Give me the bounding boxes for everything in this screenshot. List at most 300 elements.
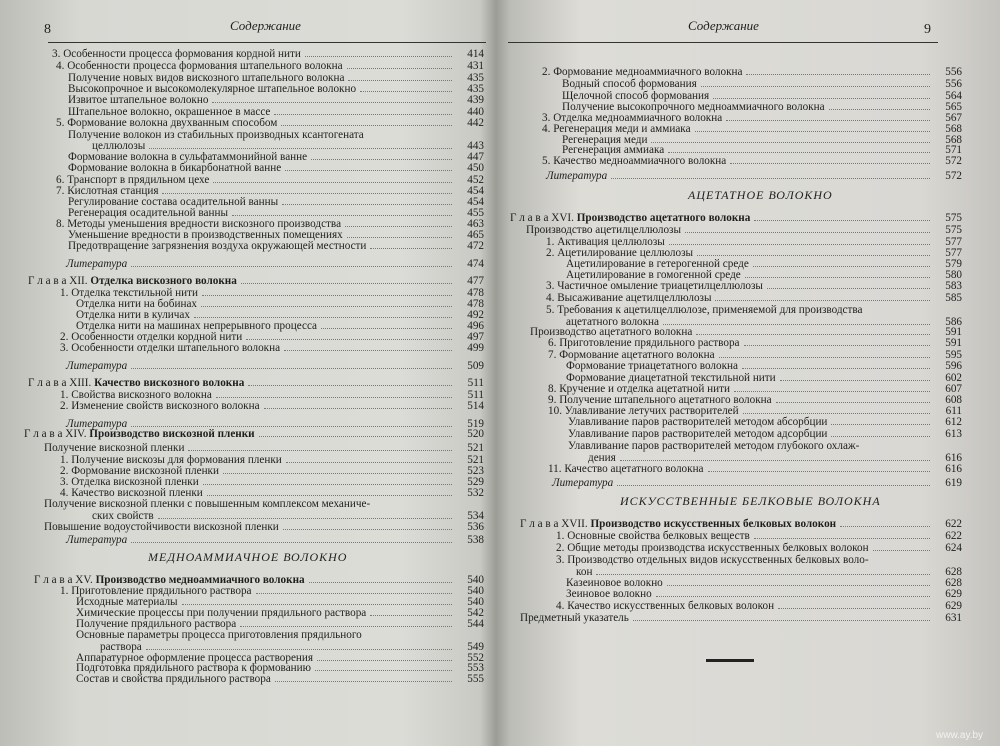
toc-entry-title: 3. Частичное омыление триацетилцеллюлозы <box>546 280 763 292</box>
toc-entry-page: 532 <box>467 487 484 499</box>
toc-entry-page: 571 <box>945 144 962 156</box>
toc-entry-title: Регенерация осадительной ванны <box>68 207 228 219</box>
dot-leader <box>656 596 930 597</box>
toc-entry-title: 5. Требования к ацетилцеллюлозе, применяемой для производства <box>546 304 863 316</box>
toc-entry-page: 568 <box>945 134 962 146</box>
toc-literature-row[interactable] <box>0 360 490 372</box>
toc-entry-title: Химические процессы при получении прядильного раствора <box>76 607 367 619</box>
dot-leader <box>131 542 452 543</box>
toc-entry-page: 542 <box>467 607 484 619</box>
toc-entry-page: 631 <box>945 612 962 624</box>
dot-leader <box>730 163 930 164</box>
toc-entry-title: Подготовка прядильного раствора к формованию <box>76 662 311 674</box>
dot-leader <box>283 529 452 530</box>
dot-leader <box>284 350 452 351</box>
toc-entry-title: Основные параметры процесса приготовления прядильного <box>76 629 362 641</box>
dot-leader <box>131 426 452 427</box>
toc-entry-page: 452 <box>467 174 484 186</box>
toc-entry-page: 540 <box>467 585 484 597</box>
toc-entry-title: Предметный указатель <box>520 612 629 624</box>
toc-entry-title: 1. Получение вискозы для формования пленки <box>60 454 282 466</box>
dot-leader <box>617 485 930 486</box>
toc-entry-title: 6. Транспорт в прядильном цехе <box>56 174 210 186</box>
dot-leader <box>194 317 452 318</box>
toc-entry-page: 442 <box>467 117 484 129</box>
toc-chapter-row[interactable] <box>500 212 970 224</box>
toc-entry-title: Ацетилирование в гетерогенной среде <box>566 258 749 270</box>
toc-entry-title: ских свойств <box>92 510 154 522</box>
dot-leader <box>275 681 452 682</box>
toc-entry-page: 435 <box>467 72 484 84</box>
toc-entry-title: Отделка нити в куличах <box>76 309 190 321</box>
toc-entry-title: 6. Приготовление прядильного раствора <box>548 337 740 349</box>
toc-row[interactable] <box>0 60 490 72</box>
toc-entry-page: 521 <box>467 454 484 466</box>
toc-entry-page: 497 <box>467 331 484 343</box>
toc-entry-title: Г л а в а XIV. Производство вискозной пленки <box>24 428 255 440</box>
toc-entry-page: 544 <box>467 618 484 630</box>
toc-entry-page: 536 <box>467 521 484 533</box>
toc-entry-title: Литература <box>66 418 128 430</box>
dot-leader <box>669 244 930 245</box>
dot-leader <box>317 660 452 661</box>
toc-row[interactable] <box>500 304 970 316</box>
toc-entry-title: Г л а в а XII. Отделка вискозного волокна <box>28 275 237 287</box>
toc-row[interactable] <box>500 292 970 304</box>
toc-entry-title: раствора <box>100 641 142 653</box>
toc-entry-title: 2. Изменение свойств вискозного волокна <box>60 400 260 412</box>
dot-leader <box>315 670 452 671</box>
toc-entry-title: Отделка нити на машинах непрерывного процесса <box>76 320 318 332</box>
toc-row[interactable] <box>0 442 490 454</box>
toc-entry-page: 509 <box>467 360 484 372</box>
toc-entry-title: Водный способ формования <box>562 78 697 90</box>
toc-row[interactable] <box>500 463 970 475</box>
dot-leader <box>216 397 452 398</box>
dot-leader <box>360 91 452 92</box>
left-page-number: 8 <box>44 22 51 37</box>
dot-leader <box>131 368 452 369</box>
toc-entry-page: 540 <box>467 596 484 608</box>
dot-leader <box>744 345 930 346</box>
toc-entry-title: ацетатного волокна <box>566 316 660 328</box>
dot-leader <box>240 626 452 627</box>
dot-leader <box>715 300 930 301</box>
dot-leader <box>162 193 452 194</box>
dot-leader <box>696 334 930 335</box>
toc-entry-title: Зеиновое волокно <box>566 588 652 600</box>
toc-entry-page: 431 <box>467 60 484 72</box>
dot-leader <box>305 56 452 57</box>
toc-row[interactable] <box>500 612 970 624</box>
dot-leader <box>611 178 930 179</box>
toc-entry-page: 538 <box>467 534 484 546</box>
toc-entry-title: Щелочной способ формования <box>562 90 710 102</box>
toc-entry-title: Литература <box>66 534 128 546</box>
toc-entry-page: 529 <box>467 476 484 488</box>
toc-entry-title: 2. Особенности отделки кордной нити <box>60 331 243 343</box>
toc-entry-title: 4. Особенности процесса формования штапельного волокна <box>56 60 343 72</box>
toc-entry-page: 450 <box>467 162 484 174</box>
dot-leader <box>695 131 930 132</box>
toc-row[interactable] <box>0 400 490 412</box>
toc-entry-page: 575 <box>945 224 962 236</box>
toc-entry-page: 465 <box>467 229 484 241</box>
dot-leader <box>778 608 930 609</box>
toc-entry-page: 629 <box>945 588 962 600</box>
toc-row[interactable] <box>0 240 490 252</box>
toc-row[interactable] <box>0 498 490 510</box>
toc-entry-title: 4. Высаживание ацетилцеллюлозы <box>546 292 712 304</box>
toc-entry-page: 595 <box>945 349 962 361</box>
toc-entry-title: Литература <box>552 477 614 489</box>
toc-chapter-row[interactable] <box>0 428 490 440</box>
toc-entry-page: 628 <box>945 577 962 589</box>
toc-row[interactable] <box>500 600 970 612</box>
toc-row[interactable] <box>500 66 970 78</box>
dot-leader <box>264 408 452 409</box>
dot-leader <box>633 620 930 621</box>
dot-leader <box>203 484 452 485</box>
toc-entry-title: Казеиновое волокно <box>566 577 663 589</box>
dot-leader <box>697 255 930 256</box>
toc-entry-title: 9. Получение штапельного ацетатного волокна <box>548 394 772 406</box>
toc-row[interactable] <box>500 337 970 349</box>
toc-entry-title: Г л а в а XVI. Производство ацетатного волокна <box>510 212 751 224</box>
dot-leader <box>620 460 930 461</box>
toc-entry-page: 607 <box>945 383 962 395</box>
toc-entry-page: 591 <box>945 326 962 338</box>
toc-entry-page: 474 <box>467 258 484 270</box>
toc-entry-title: 2. Формование вискозной пленки <box>60 465 219 477</box>
toc-entry-page: 414 <box>467 48 484 60</box>
toc-entry-page: 492 <box>467 309 484 321</box>
dot-leader <box>282 204 452 205</box>
toc-entry-page: 564 <box>945 90 962 102</box>
toc-row[interactable] <box>500 542 970 554</box>
toc-entry-title: Извитое штапельное волокно <box>68 94 209 106</box>
toc-row[interactable] <box>500 360 970 372</box>
toc-entry-title: 2. Ацетилирование целлюлозы <box>546 247 693 259</box>
toc-entry-title: 1. Свойства вискозного волокна <box>60 389 212 401</box>
right-header-rule <box>508 42 938 43</box>
toc-chapter-row[interactable] <box>500 518 970 530</box>
toc-entry-title: Получение прядильного раствора <box>76 618 237 630</box>
toc-entry-title: Литература <box>66 258 128 270</box>
toc-entry-title: целлюлозы <box>92 140 146 152</box>
toc-entry-title: 7. Формование ацетатного волокна <box>548 349 715 361</box>
dot-leader <box>754 220 930 221</box>
dot-leader <box>713 98 930 99</box>
dot-leader <box>742 368 930 369</box>
toc-row[interactable] <box>0 48 490 60</box>
toc-row[interactable] <box>500 588 970 600</box>
left-running-head: Содержание <box>230 18 301 33</box>
toc-entry-title: Исходные материалы <box>76 596 178 608</box>
toc-row[interactable] <box>0 94 490 106</box>
toc-entry-page: 435 <box>467 83 484 95</box>
dot-leader <box>708 471 930 472</box>
toc-entry-title: 8. Методы уменьшения вредности вискозного производства <box>56 218 342 230</box>
toc-row[interactable] <box>0 521 490 533</box>
left-page <box>0 0 490 746</box>
toc-entry-page: 572 <box>945 155 962 167</box>
dot-leader <box>685 232 930 233</box>
toc-entry-title: 10. Улавливание летучих растворителей <box>548 405 739 417</box>
dot-leader <box>158 518 452 519</box>
toc-entry-page: 511 <box>467 389 484 401</box>
dot-leader <box>767 288 930 289</box>
toc-row[interactable] <box>500 554 970 566</box>
toc-entry-page: 628 <box>945 566 962 578</box>
toc-literature-row[interactable] <box>500 477 970 489</box>
toc-entry-page: 556 <box>945 78 962 90</box>
toc-entry-page: 596 <box>945 360 962 372</box>
dot-leader <box>246 339 452 340</box>
toc-entry-page: 591 <box>945 337 962 349</box>
toc-entry-page: 624 <box>945 542 962 554</box>
toc-entry-page: 622 <box>945 530 962 542</box>
toc-entry-page: 454 <box>467 196 484 208</box>
dot-leader <box>281 125 452 126</box>
dot-leader <box>596 574 930 575</box>
toc-entry-page: 619 <box>945 477 962 489</box>
toc-entry-title: Высокопрочное и высокомолекулярное штапельное волокно <box>68 83 357 95</box>
toc-entry-page: 556 <box>945 66 962 78</box>
watermark: www.ay.by <box>936 730 984 741</box>
dot-leader <box>311 159 452 160</box>
toc-entry-title: Регенерация аммиака <box>562 144 665 156</box>
toc-entry-page: 478 <box>467 287 484 299</box>
toc-entry-title: Производство ацетатного волокна <box>530 326 693 338</box>
toc-row[interactable] <box>0 342 490 354</box>
right-page-number: 9 <box>924 22 931 37</box>
section-heading: АЦЕТАТНОЕ ВОЛОКНО <box>688 188 833 202</box>
toc-entry-title: Г л а в а XVII. Производство искусственных белковых волокон <box>520 518 837 530</box>
right-page <box>500 0 1000 746</box>
toc-entry-page: 608 <box>945 394 962 406</box>
toc-entry-page: 447 <box>467 151 484 163</box>
toc-entry-title: Улавливание паров растворителей методом адсорбции <box>568 428 828 440</box>
toc-entry-page: 443 <box>467 140 484 152</box>
toc-entry-page: 472 <box>467 240 484 252</box>
toc-entry-title: Повышение водоустойчивости вискозной пленки <box>44 521 279 533</box>
dot-leader <box>745 277 930 278</box>
dot-leader <box>241 283 452 284</box>
toc-entry-page: 580 <box>945 269 962 281</box>
left-header-rule <box>48 42 486 43</box>
toc-entry-title: 4. Регенерация меди и аммиака <box>542 123 691 135</box>
toc-literature-row[interactable] <box>0 534 490 546</box>
dot-leader <box>746 74 930 75</box>
toc-entry-title: кон <box>576 566 593 578</box>
toc-entry-title: 3. Отделка вискозной пленки <box>60 476 199 488</box>
toc-entry-page: 616 <box>945 452 962 464</box>
toc-entry-title: 7. Кислотная станция <box>56 185 159 197</box>
toc-entry-page: 586 <box>945 316 962 328</box>
toc-entry-title: Г л а в а XIII. Качество вискозного волокна <box>28 377 245 389</box>
toc-entry-title: Ацетилирование в гомогенной среде <box>566 269 741 281</box>
toc-entry-title: дения <box>588 452 616 464</box>
dot-leader <box>651 142 930 143</box>
toc-entry-title: Формование волокна в сульфатаммонийной ванне <box>68 151 308 163</box>
toc-entry-page: 583 <box>945 280 962 292</box>
toc-entry-title: 5. Качество медноаммиачного волокна <box>542 155 727 167</box>
toc-entry-title: 4. Качество искусственных белковых волокон <box>556 600 775 612</box>
dot-leader <box>829 109 930 110</box>
dot-leader <box>347 237 452 238</box>
dot-leader <box>223 473 452 474</box>
toc-row[interactable] <box>0 162 490 174</box>
toc-row[interactable] <box>500 416 970 428</box>
toc-entry-title: Формование волокна в бикарбонатной ванне <box>68 162 282 174</box>
toc-entry-page: 477 <box>467 275 484 287</box>
dot-leader <box>286 462 452 463</box>
toc-entry-title: Литература <box>546 170 608 182</box>
dot-leader <box>285 170 452 171</box>
toc-row[interactable] <box>500 530 970 542</box>
dot-leader <box>212 102 452 103</box>
toc-row[interactable] <box>500 440 970 452</box>
toc-chapter-row[interactable] <box>0 377 490 389</box>
toc-entry-title: Формование триацетатного волокна <box>566 360 738 372</box>
toc-row[interactable] <box>500 280 970 292</box>
toc-entry-page: 519 <box>467 418 484 430</box>
toc-entry-page: 613 <box>945 428 962 440</box>
toc-entry-title: 3. Производство отдельных видов искусственных белковых воло- <box>556 554 869 566</box>
toc-entry-title: 3. Особенности отделки штапельного волокна <box>60 342 281 354</box>
toc-entry-page: 520 <box>467 428 484 440</box>
toc-row[interactable] <box>0 629 490 641</box>
toc-entry-page: 602 <box>945 372 962 384</box>
dot-leader <box>873 550 930 551</box>
toc-entry-page: 540 <box>467 574 484 586</box>
toc-entry-page: 572 <box>945 170 962 182</box>
toc-entry-title: 8. Кручение и отделка ацетатной нити <box>548 383 730 395</box>
dot-leader <box>182 604 452 605</box>
toc-entry-page: 455 <box>467 207 484 219</box>
toc-entry-page: 499 <box>467 342 484 354</box>
dot-leader <box>321 328 452 329</box>
toc-entry-page: 555 <box>467 673 484 685</box>
dot-leader <box>780 380 930 381</box>
right-running-head: Содержание <box>688 18 759 33</box>
dot-leader <box>146 649 452 650</box>
dot-leader <box>248 385 452 386</box>
dot-leader <box>131 266 452 267</box>
dot-leader <box>309 582 452 583</box>
toc-entry-title: 4. Качество вискозной пленки <box>60 487 203 499</box>
toc-entry-title: 1. Отделка текстильной нити <box>60 287 199 299</box>
dot-leader <box>188 450 452 451</box>
toc-entry-title: Получение высокопрочного медноаммиачного волокна <box>562 101 825 113</box>
dot-leader <box>207 495 452 496</box>
toc-entry-page: 577 <box>945 247 962 259</box>
dot-leader <box>345 226 452 227</box>
toc-entry-title: Получение вискозной пленки с повышенным комплексом механиче- <box>44 498 371 510</box>
dot-leader <box>754 538 930 539</box>
dot-leader <box>370 615 452 616</box>
dot-leader <box>274 114 452 115</box>
toc-literature-row[interactable] <box>0 258 490 270</box>
toc-entry-page: 568 <box>945 123 962 135</box>
toc-entry-page: 521 <box>467 442 484 454</box>
toc-entry-title: 3. Отделка медноаммиачного волокна <box>542 112 723 124</box>
toc-row[interactable] <box>500 428 970 440</box>
toc-entry-page: 585 <box>945 292 962 304</box>
toc-entry-page: 552 <box>467 652 484 664</box>
toc-entry-title: Формование диацетатной текстильной нити <box>566 372 776 384</box>
toc-entry-page: 567 <box>945 112 962 124</box>
toc-entry-title: Отделка нити на бобинах <box>76 298 197 310</box>
section-heading: ИСКУССТВЕННЫЕ БЕЛКОВЫЕ ВОЛОКНА <box>620 494 881 508</box>
toc-entry-title: 1. Основные свойства белковых веществ <box>556 530 750 542</box>
dot-leader <box>347 68 452 69</box>
dot-leader <box>213 182 452 183</box>
toc-row[interactable] <box>500 78 970 90</box>
toc-row[interactable] <box>500 224 970 236</box>
toc-entry-page: 439 <box>467 94 484 106</box>
toc-entry-page: 579 <box>945 258 962 270</box>
toc-entry-page: 440 <box>467 106 484 118</box>
toc-entry-page: 622 <box>945 518 962 530</box>
dot-leader <box>831 424 930 425</box>
toc-entry-title: Улавливание паров растворителей методом абсорбции <box>568 416 828 428</box>
toc-literature-row[interactable] <box>500 170 970 182</box>
toc-entry-title: 1. Приготовление прядильного раствора <box>60 585 252 597</box>
dot-leader <box>776 402 930 403</box>
dot-leader <box>840 526 930 527</box>
toc-entry-title: 1. Активация целлюлозы <box>546 236 665 248</box>
toc-entry-title: Уменьшение вредности в производственных помещениях <box>68 229 343 241</box>
dot-leader <box>831 436 930 437</box>
dot-leader <box>719 357 930 358</box>
toc-entry-title: 2. Общие методы производства искусственных белковых волокон <box>556 542 869 554</box>
toc-entry-page: 454 <box>467 185 484 197</box>
toc-entry-title: Штапельное волокно, окрашенное в массе <box>68 106 271 118</box>
toc-entry-title: Улавливание паров растворителей методом глубокого охлаж- <box>568 440 860 452</box>
toc-entry-title: Состав и свойства прядильного раствора <box>76 673 271 685</box>
toc-entry-page: 611 <box>945 405 962 417</box>
toc-entry-title: Аппаратурное оформление процесса растворения <box>76 652 314 664</box>
toc-entry-page: 565 <box>945 101 962 113</box>
end-rule <box>706 659 754 662</box>
toc-entry-page: 612 <box>945 416 962 428</box>
toc-entry-page: 575 <box>945 212 962 224</box>
toc-entry-page: 577 <box>945 236 962 248</box>
toc-chapter-row[interactable] <box>0 275 490 287</box>
dot-leader <box>668 152 930 153</box>
toc-entry-page: 496 <box>467 320 484 332</box>
toc-entry-title: Регенерация меди <box>562 134 648 146</box>
toc-row[interactable] <box>500 155 970 167</box>
toc-entry-title: 3. Особенности процесса формования кордной нити <box>52 48 301 60</box>
toc-entry-title: Получение волокон из стабильных производных ксантогената <box>68 129 364 141</box>
toc-entry-page: 523 <box>467 465 484 477</box>
toc-entry-title: Литература <box>66 360 128 372</box>
dot-leader <box>370 248 452 249</box>
toc-entry-page: 511 <box>467 377 484 389</box>
dot-leader <box>202 295 452 296</box>
toc-entry-title: 2. Формование медноаммиачного волокна <box>542 66 743 78</box>
toc-entry-title: Получение вискозной пленки <box>44 442 185 454</box>
toc-entry-title: 11. Качество ацетатного волокна <box>548 463 704 475</box>
toc-entry-title: Предотвращение загрязнения воздуха окружающей местности <box>68 240 367 252</box>
dot-leader <box>259 436 452 437</box>
toc-entry-page: 478 <box>467 298 484 310</box>
toc-row[interactable] <box>0 117 490 129</box>
toc-row[interactable] <box>0 673 490 685</box>
